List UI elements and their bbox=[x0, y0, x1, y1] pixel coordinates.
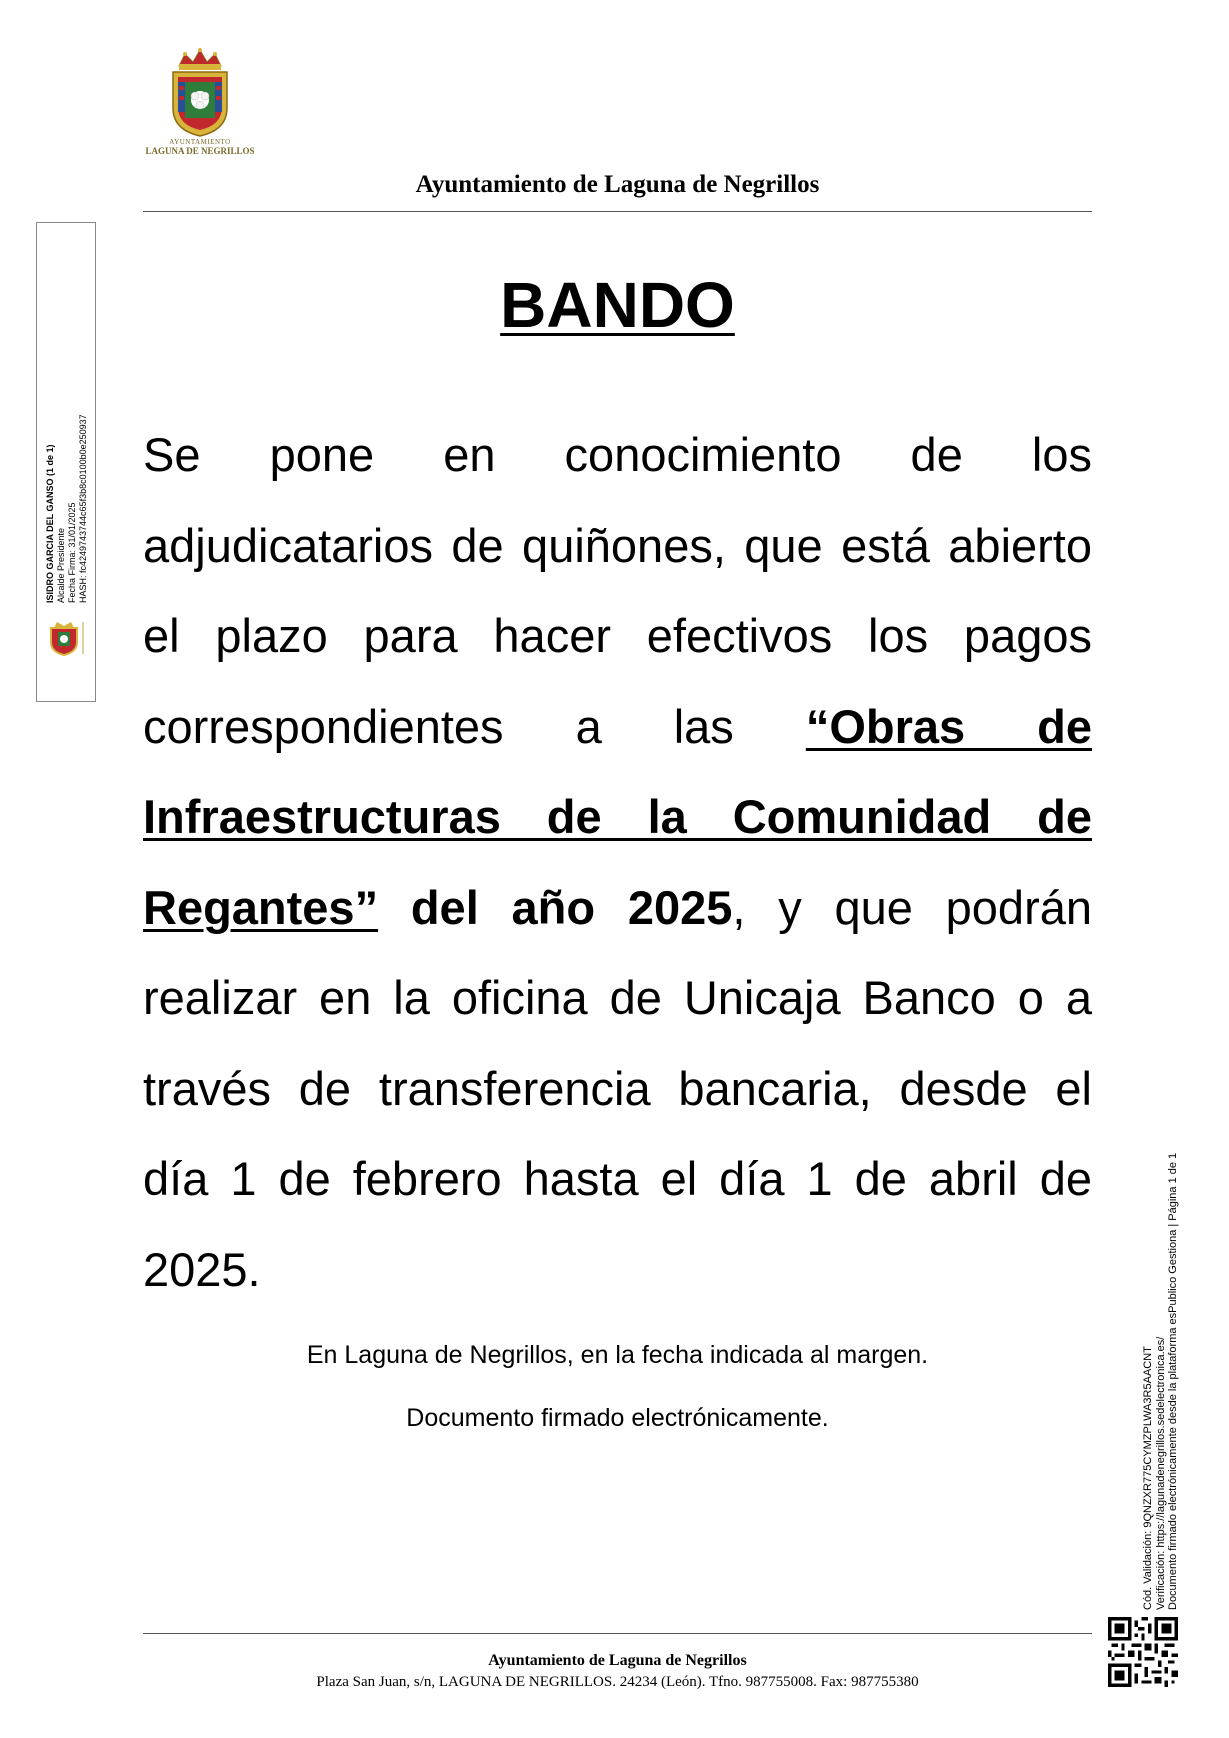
signed-note: Documento firmado electrónicamente. bbox=[406, 1404, 829, 1432]
header-title: Ayuntamiento de Laguna de Negrillos bbox=[415, 171, 820, 198]
signature-hash: HASH: fc4249743744c65f3b8c0100b0e250937 bbox=[78, 414, 88, 603]
header-divider bbox=[143, 211, 1092, 212]
verification-margin bbox=[1142, 1090, 1182, 1610]
place-date-line: En Laguna de Negrillos, en la fecha indicada al margen. bbox=[306, 1341, 929, 1369]
platform-note: Documento firmado electrónicamente desde la plataforma esPublico Gestiona | Página 1 de 1 bbox=[1167, 1152, 1179, 1610]
signer-role: Alcalde Presidente bbox=[56, 527, 66, 603]
signature-date: Fecha Firma: 31/01/2025 bbox=[67, 502, 77, 603]
crest-icon bbox=[165, 48, 235, 138]
signer-name: ISIDRO GARCIA DEL GANSO (1 de 1) bbox=[45, 444, 55, 603]
signature-stamp-box bbox=[36, 222, 96, 702]
municipal-crest-logo bbox=[140, 48, 260, 164]
validation-code: Cód. Validación: 9QNZXR775CYMZPLWA3R5AACNT bbox=[1142, 1346, 1154, 1610]
body-year-bold: del año 2025 bbox=[378, 880, 733, 934]
footer-title: Ayuntamiento de Laguna de Negrillos bbox=[488, 1652, 747, 1669]
logo-caption-1: AYUNTAMIENTO bbox=[169, 138, 231, 146]
signature-seal-icon bbox=[45, 618, 87, 663]
body-text-part1: Se pone en conocimiento de los adjudicatarios de quiñones, que está abierto el plazo para hacer efectivos los pagos correspondientes a las bbox=[143, 428, 1092, 753]
qr-code-icon bbox=[1108, 1617, 1178, 1687]
document-body bbox=[143, 410, 1092, 1315]
body-text-part2: , y que podrán realizar en la oficina de Unicaja Banco o a través de transferencia bancaria, desde el día 1 de febrero hasta el día 1 de abril de 2025. bbox=[143, 880, 1092, 1296]
footer-address: Plaza San Juan, s/n, LAGUNA DE NEGRILLOS. 24234 (León). Tfno. 987755008. Fax: 987755380 bbox=[316, 1674, 919, 1690]
body-highlight-title: “Obras de Infraestructuras de la Comunidad de Regantes” bbox=[143, 699, 1093, 934]
logo-caption-2: LAGUNA DE NEGRILLOS bbox=[145, 146, 255, 156]
document-heading: BANDO bbox=[500, 269, 735, 341]
footer-divider bbox=[143, 1633, 1092, 1634]
verification-url: Verificación: https://lagunadenegrillos.sedelectronica.es/ bbox=[1154, 1336, 1167, 1610]
